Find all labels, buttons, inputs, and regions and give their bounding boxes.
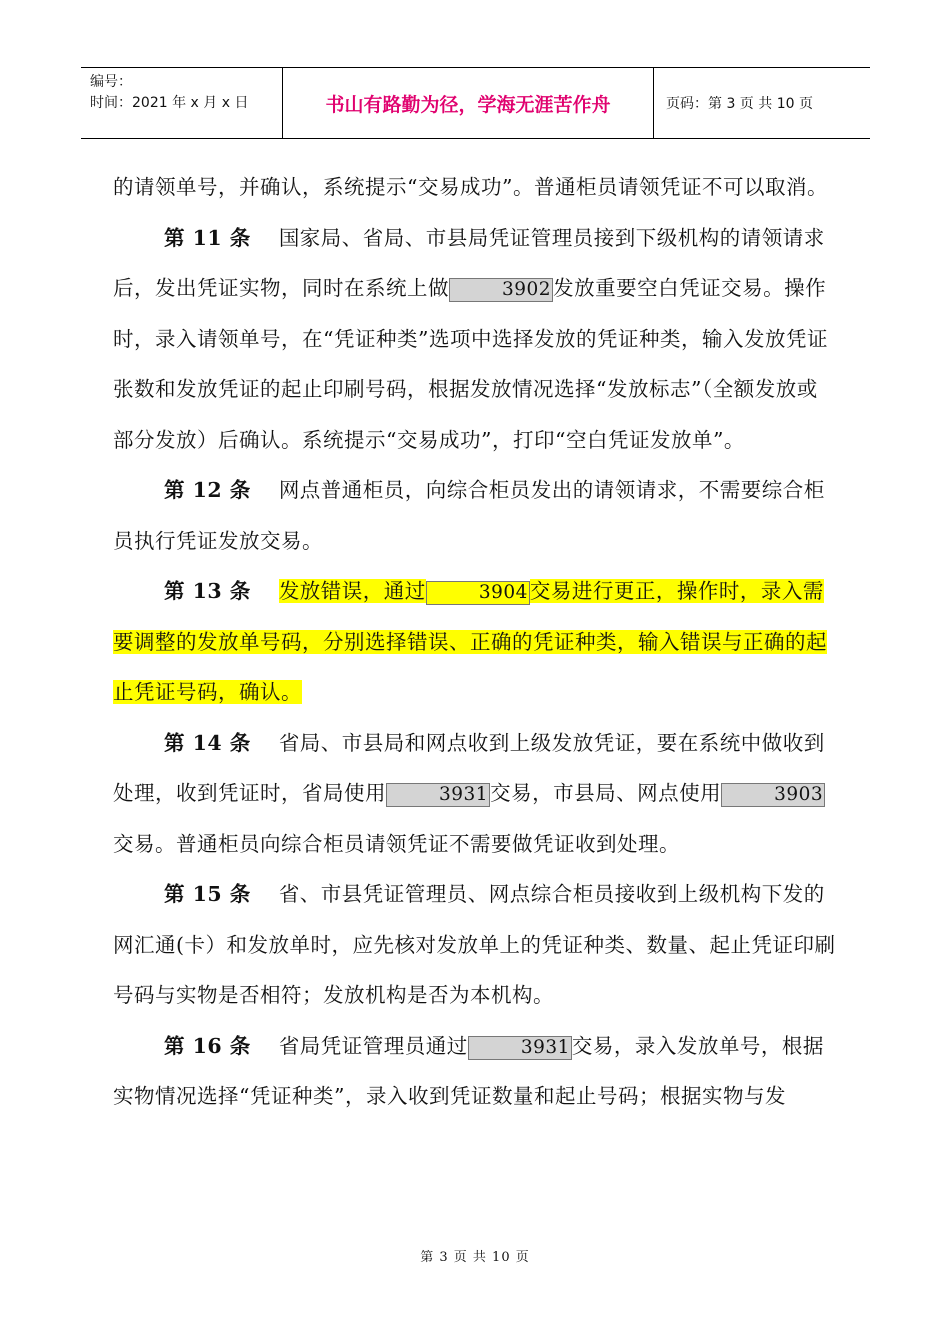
header-motto: 书山有路勤为径，学海无涯苦作舟	[282, 68, 654, 138]
article-12	[113, 465, 837, 566]
article-text: 省局、市县局和网点收到上级发放凭证，要在系统中做收到处理，收到凭证时，省局使用	[113, 730, 825, 805]
transaction-code: 3931	[386, 783, 490, 807]
article-text: 国家局、省局、市县局凭证管理员接到下级机构的请领请求后，发出凭证实物，同时在系统上做	[113, 225, 825, 300]
page-header	[81, 67, 870, 139]
article-13	[113, 566, 837, 718]
paragraph-continuation	[113, 162, 837, 213]
article-label: 第 12 条	[164, 478, 251, 502]
article-14	[113, 718, 837, 870]
highlighted-text: 交易进行更正，操作时，录入需要调整的发放单号码，分别选择错误、正确的凭证种类，输入错误与正确的起止凭证号码，确认。	[113, 579, 827, 704]
page-footer: 第 3 页 共 10 页	[420, 1250, 530, 1265]
transaction-code: 3903	[721, 783, 825, 807]
article-label: 第 15 条	[164, 882, 251, 906]
article-label: 第 13 条	[164, 579, 251, 603]
article-text: 省、市县凭证管理员、网点综合柜员接收到上级机构下发的网汇通(卡）和发放单时，应先核对发放单上的凭证种类、数量、起止凭证印刷号码与实物是否相符；发放机构是否为本机构。	[113, 882, 836, 1007]
article-label: 第 14 条	[164, 730, 251, 755]
header-meta	[81, 68, 282, 138]
number-label: 编号：	[90, 74, 132, 90]
article-text: 网点普通柜员，向综合柜员发出的请领请求，不需要综合柜员执行凭证发放交易。	[113, 478, 825, 553]
article-text: 交易，录入发放单号，根据实物情况选择“凭证种类”，录入收到凭证数量和起止号码；根据实物与发	[113, 1033, 824, 1108]
article-16	[113, 1021, 837, 1122]
article-label: 第 16 条	[164, 1033, 251, 1058]
transaction-code: 3902	[449, 278, 553, 302]
transaction-code: 3931	[468, 1036, 572, 1060]
highlighted-text: 发放错误，通过	[278, 579, 426, 603]
article-text: 交易。普通柜员向综合柜员请领凭证不需要做凭证收到处理。	[113, 831, 680, 856]
paragraph-text: 的请领单号，并确认，系统提示“交易成功”。普通柜员请领凭证不可以取消。	[113, 175, 828, 199]
article-15	[113, 869, 837, 1021]
article-text: 省局凭证管理员通过	[278, 1033, 468, 1058]
time-label: 时间：2021 年 x 月 x 日	[90, 95, 249, 111]
article-label: 第 11 条	[164, 225, 251, 250]
article-11	[113, 213, 837, 466]
transaction-code: 3904	[426, 581, 530, 605]
article-text: 发放重要空白凭证交易。操作时，录入请领单号，在“凭证种类”选项中选择发放的凭证种类，输入发放凭证张数和发放凭证的起止印刷号码，根据发放情况选择“发放标志”（全额发放或部分发放）后确认。系统提示“交易成功”，打印“空白凭证发放单”。	[113, 276, 828, 452]
article-text: 交易，市县局、网点使用	[490, 781, 722, 805]
document-body	[113, 162, 837, 1122]
header-page-label: 页码：第 3 页 共 10 页	[666, 96, 813, 112]
